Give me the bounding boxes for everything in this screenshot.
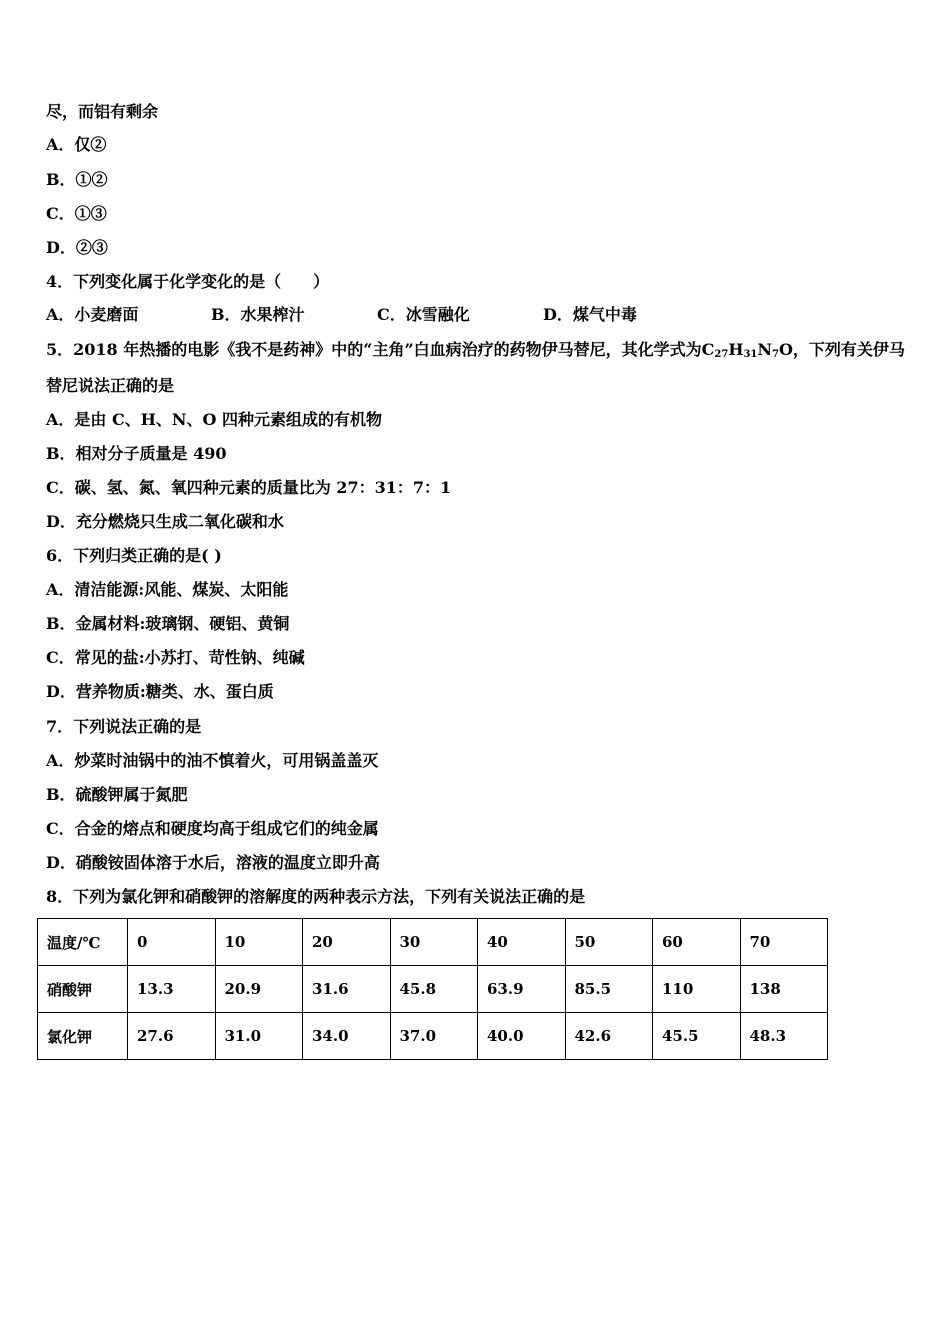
q6-stem: 6．下列归类正确的是( ) bbox=[46, 546, 222, 565]
table-cell: 13.3 bbox=[128, 966, 216, 1013]
q6-option-d: D．营养物质:糖类、水、蛋白质 bbox=[46, 682, 274, 701]
table-cell: 31.0 bbox=[215, 1013, 303, 1060]
q3-option-c: C．①③ bbox=[46, 204, 107, 223]
table-cell: 48.3 bbox=[740, 1013, 828, 1060]
q4-option-a: A．小麦磨面 bbox=[46, 305, 139, 324]
q4-stem: 4．下列变化属于化学变化的是（ ） bbox=[46, 272, 330, 291]
q7-option-d: D．硝酸铵固体溶于水后，溶液的温度立即升高 bbox=[46, 853, 380, 872]
q5-option-d: D．充分燃烧只生成二氧化碳和水 bbox=[46, 512, 284, 531]
table-cell: 42.6 bbox=[565, 1013, 653, 1060]
q3-continuation: 尽，而铝有剩余 bbox=[46, 102, 159, 121]
table-cell: 34.0 bbox=[303, 1013, 391, 1060]
q4-option-d: D．煤气中毒 bbox=[543, 305, 637, 324]
q6-option-c: C．常见的盐:小苏打、苛性钠、纯碱 bbox=[46, 648, 305, 667]
table-cell: 10 bbox=[215, 919, 303, 966]
q7-stem: 7．下列说法正确的是 bbox=[46, 717, 202, 736]
table-row-label: 氯化钾 bbox=[38, 1013, 128, 1060]
table-row bbox=[38, 919, 828, 966]
q7-option-b: B．硫酸钾属于氮肥 bbox=[46, 785, 188, 804]
q5-option-a: A．是由 C、H、N、O 四种元素组成的有机物 bbox=[46, 410, 382, 429]
q5-stem-pre: 5．2018 年热播的电影《我不是药神》中的“主角”白血病治疗的药物伊马替尼，其化学式为 bbox=[46, 340, 702, 359]
table-row-label: 温度/℃ bbox=[38, 919, 128, 966]
q3-option-a: A．仅② bbox=[46, 135, 107, 154]
q5-stem-post: ，下列有关伊马 bbox=[792, 340, 905, 359]
table-cell: 63.9 bbox=[478, 966, 566, 1013]
q4-options bbox=[46, 304, 637, 326]
table-cell: 31.6 bbox=[303, 966, 391, 1013]
q5-stem-line2: 替尼说法正确的是 bbox=[46, 376, 175, 395]
table-row bbox=[38, 1013, 828, 1060]
table-cell: 37.0 bbox=[390, 1013, 478, 1060]
q5-option-b: B．相对分子质量是 490 bbox=[46, 444, 227, 463]
table-cell: 138 bbox=[740, 966, 828, 1013]
table-cell: 60 bbox=[653, 919, 741, 966]
table-cell: 20.9 bbox=[215, 966, 303, 1013]
q6-option-b: B．金属材料:玻璃钢、硬铝、黄铜 bbox=[46, 614, 290, 633]
table-cell: 20 bbox=[303, 919, 391, 966]
table-cell: 70 bbox=[740, 919, 828, 966]
q5-stem bbox=[46, 339, 905, 361]
q6-option-a: A．清洁能源:风能、煤炭、太阳能 bbox=[46, 580, 289, 599]
table-cell: 40 bbox=[478, 919, 566, 966]
q8-stem: 8．下列为氯化钾和硝酸钾的溶解度的两种表示方法，下列有关说法正确的是 bbox=[46, 887, 586, 906]
table-cell: 0 bbox=[128, 919, 216, 966]
solubility-table bbox=[37, 918, 828, 1060]
q4-option-b: B．水果榨汁 bbox=[211, 305, 305, 324]
q3-option-b: B．①② bbox=[46, 170, 108, 189]
table-row-label: 硝酸钾 bbox=[38, 966, 128, 1013]
table-cell: 45.5 bbox=[653, 1013, 741, 1060]
q7-option-a: A．炒菜时油锅中的油不慎着火，可用锅盖盖灭 bbox=[46, 751, 379, 770]
table-cell: 110 bbox=[653, 966, 741, 1013]
table-row bbox=[38, 966, 828, 1013]
q5-option-c: C．碳、氢、氮、氧四种元素的质量比为 27：31：7：1 bbox=[46, 478, 452, 497]
table-cell: 30 bbox=[390, 919, 478, 966]
q4-option-c: C．冰雪融化 bbox=[377, 305, 470, 324]
table-cell: 50 bbox=[565, 919, 653, 966]
table-cell: 45.8 bbox=[390, 966, 478, 1013]
table-cell: 85.5 bbox=[565, 966, 653, 1013]
q7-option-c: C．合金的熔点和硬度均高于组成它们的纯金属 bbox=[46, 819, 379, 838]
q3-option-d: D．②③ bbox=[46, 238, 108, 257]
table-cell: 27.6 bbox=[128, 1013, 216, 1060]
q5-formula: $C_{27}H_{31}N_7O$ bbox=[701, 340, 793, 360]
table-cell: 40.0 bbox=[478, 1013, 566, 1060]
